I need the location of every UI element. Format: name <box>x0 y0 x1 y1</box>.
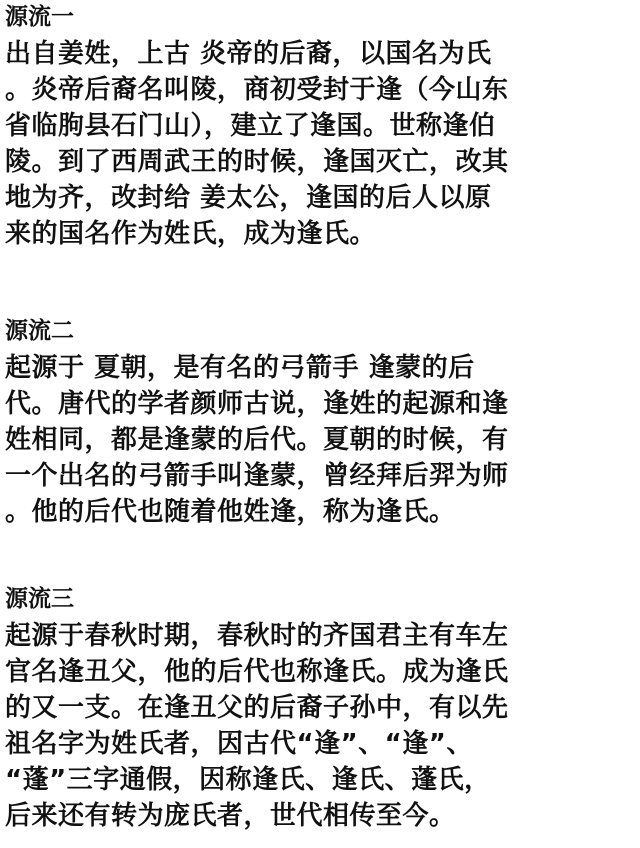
text-line: 省临朐县石门山），建立了逢国。世称逢伯 <box>5 111 496 141</box>
text-line: 祖名字为姓氏者，因古代“逢”、“逢”、 <box>5 729 473 759</box>
text-line: “蓬”三字通假，因称逢氏、逢氏、蓬氏， <box>5 765 491 795</box>
text-line: 后来还有转为庞氏者，世代相传至今。 <box>5 801 456 831</box>
section-body <box>5 350 635 530</box>
text-line: 。他的后代也随着他姓逢，称为逢氏。 <box>5 497 456 527</box>
text-line: 出自姜姓，上古 炎帝的后裔，以国名为氏 <box>5 39 492 69</box>
text-line: 起源于春秋时期，春秋时的齐国君主有车左 <box>5 621 509 651</box>
text-line: 代。唐代的学者颜师古说，逢姓的起源和逢 <box>5 389 509 419</box>
text-line: 姓相同，都是逢蒙的后代。夏朝的时候，有 <box>5 425 509 455</box>
section-heading: 源流三 <box>5 586 74 612</box>
text-line: 一个出名的弓箭手叫逢蒙，曾经拜后羿为师 <box>5 461 509 491</box>
text-line: 官名逢丑父，他的后代也称逢氏。成为逢氏 <box>5 657 509 687</box>
text-line: 陵。到了西周武王的时候，逢国灭亡，改其 <box>5 147 509 177</box>
text-line: 起源于 夏朝，是有名的弓箭手 逢蒙的后 <box>5 353 475 383</box>
text-line: 的又一支。在逢丑父的后裔子孙中，有以先 <box>5 693 509 723</box>
section-heading: 源流二 <box>5 318 74 344</box>
section-origin-3 <box>5 586 635 834</box>
text-line: 来的国名作为姓氏，成为逢氏。 <box>5 219 377 249</box>
section-heading: 源流一 <box>5 4 74 30</box>
section-body <box>5 618 635 834</box>
text-line: 。炎帝后裔名叫陵，商初受封于逢（今山东 <box>5 75 509 105</box>
section-origin-1 <box>5 4 635 252</box>
section-body <box>5 36 635 252</box>
section-origin-2 <box>5 318 635 530</box>
text-line: 地为齐，改封给 姜太公，逢国的后人以原 <box>5 183 492 213</box>
